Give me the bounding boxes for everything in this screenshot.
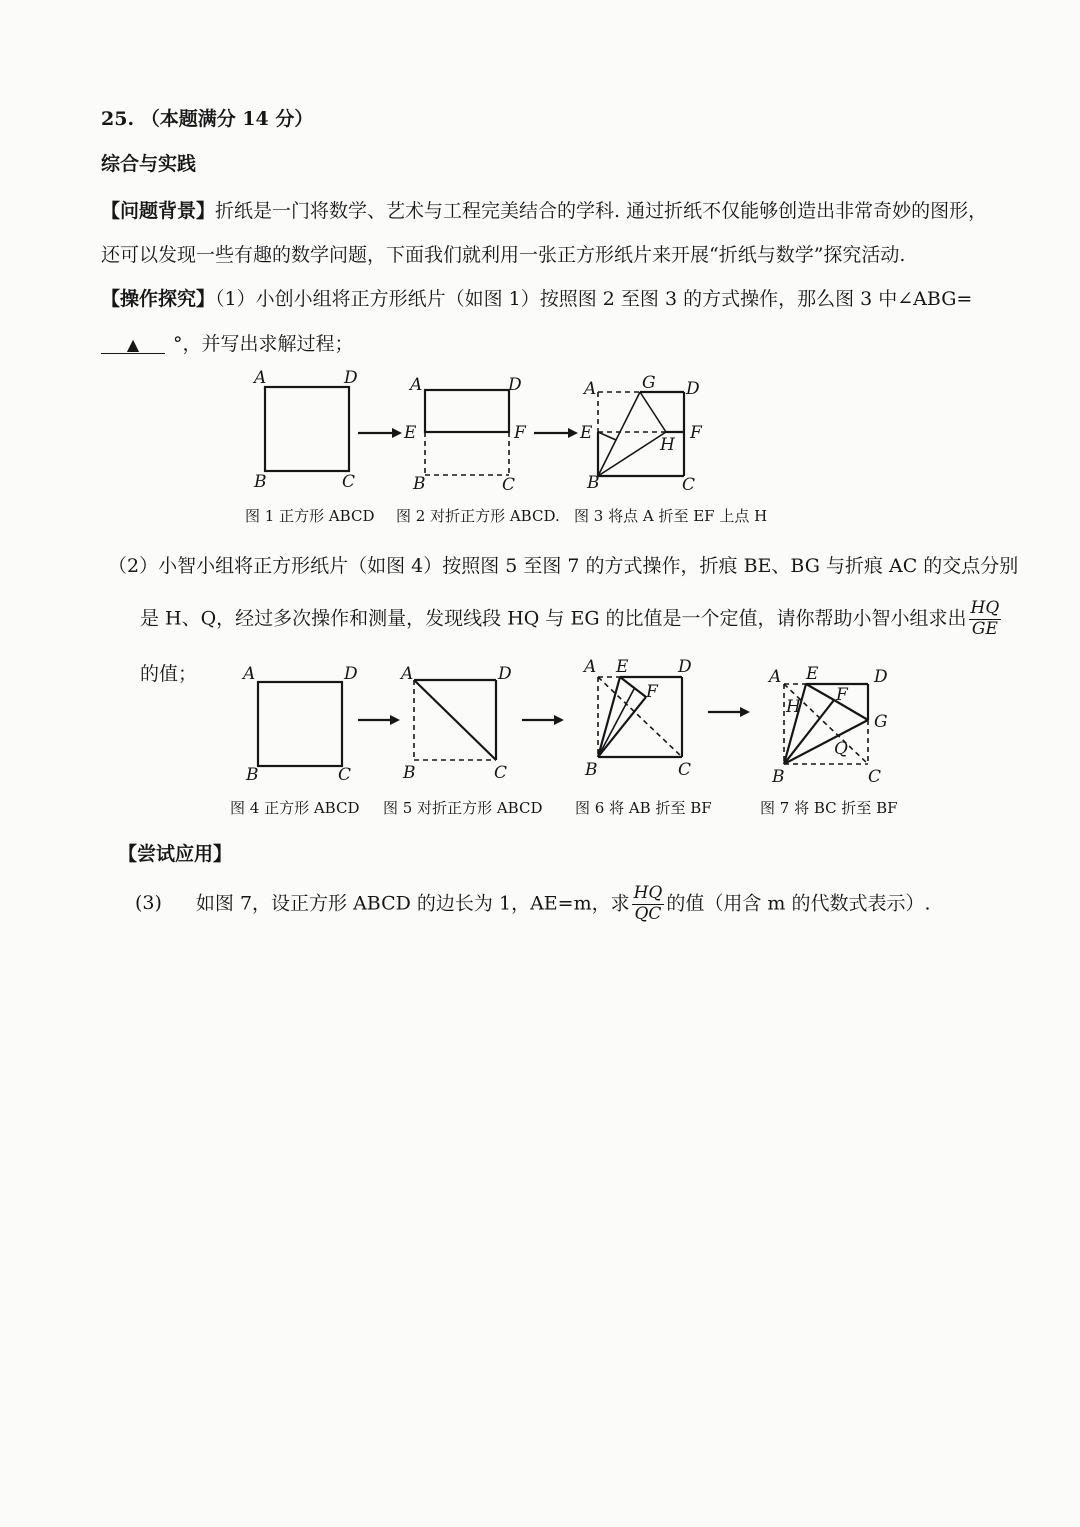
- arrow-5-to-6: [520, 712, 566, 728]
- label-e: E: [806, 664, 819, 684]
- label-a: A: [410, 375, 423, 395]
- label-g: G: [874, 712, 888, 732]
- label-e: E: [404, 423, 417, 443]
- part3-tail: 的值（用含 m 的代数式表示）.: [666, 892, 931, 915]
- label-b: B: [585, 760, 598, 780]
- background-paragraph-line1: [101, 202, 987, 221]
- caption-figure-2: 图 2 对折正方形 ABCD.: [396, 507, 560, 525]
- segment-e-fold: [598, 432, 616, 440]
- crease-be: [784, 684, 806, 764]
- part2-line2-text: 是 H、Q，经过多次操作和测量，发现线段 HQ 与 EG 的比值是一个定值，请你帮助小智小组求出: [140, 607, 967, 630]
- label-d: D: [678, 657, 692, 677]
- caption-figure-6: 图 6 将 AB 折至 BF: [575, 799, 712, 817]
- label-q: Q: [834, 739, 848, 759]
- label-d: D: [686, 379, 700, 399]
- answer-blank: ▲: [101, 337, 165, 354]
- fraction-numerator: HQ: [633, 883, 663, 903]
- part3-number: (3): [135, 892, 162, 915]
- square-abcd: [265, 387, 349, 471]
- fold-line: [598, 689, 634, 757]
- section-title: 综合与实践: [101, 153, 197, 175]
- label-f: F: [690, 423, 702, 443]
- segment-ef: [620, 677, 646, 697]
- part3-text: 如图 7，设正方形 ABCD 的边长为 1，AE=m，求: [195, 892, 630, 915]
- question-header: [101, 110, 313, 129]
- label-d: D: [344, 368, 358, 388]
- label-e: E: [580, 423, 593, 443]
- label-c: C: [338, 765, 352, 785]
- background-paragraph-line2: 还可以发现一些有趣的数学问题，下面我们就利用一张正方形纸片来开展“折纸与数学”探究活动.: [101, 244, 906, 266]
- label-b: B: [413, 474, 426, 494]
- background-text1: 折纸是一门将数学、艺术与工程完美结合的学科. 通过折纸不仅能够创造出非常奇妙的图形，: [215, 200, 988, 222]
- label-g: G: [642, 373, 656, 393]
- label-c: C: [678, 760, 692, 780]
- part1-tail: °，并写出求解过程；: [173, 333, 354, 355]
- part1-text: （1）小创小组将正方形纸片（如图 1）按照图 2 至图 3 的方式操作，那么图 3 中∠ABG=: [215, 288, 973, 310]
- fraction-numerator: HQ: [970, 598, 1000, 618]
- caption-figure-1: 图 1 正方形 ABCD: [245, 507, 375, 525]
- explore-label: 【操作探究】: [101, 288, 216, 310]
- label-f: F: [646, 682, 658, 702]
- label-h: H: [786, 697, 801, 717]
- label-c: C: [868, 767, 882, 787]
- figure-1: [250, 365, 370, 495]
- part1-answer-line: [101, 335, 354, 354]
- caption-figure-3: 图 3 将点 A 折至 EF 上点 H: [574, 507, 768, 525]
- label-a: A: [243, 664, 256, 684]
- fraction-hq-over-qc: [632, 885, 665, 924]
- label-c: C: [342, 472, 356, 492]
- figure-3: [578, 370, 713, 495]
- dashed-diagonal-ac: [598, 677, 682, 757]
- arrow-1-to-2: [356, 425, 404, 441]
- background-label: 【问题背景】: [101, 200, 216, 222]
- figure-7: [764, 660, 904, 790]
- label-f: F: [836, 685, 848, 705]
- fraction-hq-over-ge: [969, 600, 1002, 639]
- arrow-6-to-7: [706, 704, 752, 720]
- segment-ef: [806, 684, 834, 700]
- label-a: A: [769, 667, 782, 687]
- label-d: D: [344, 664, 358, 684]
- caption-figure-7: 图 7 将 BC 折至 BF: [760, 799, 898, 817]
- figure-4: [240, 660, 365, 790]
- caption-figure-5: 图 5 对折正方形 ABCD: [383, 799, 543, 817]
- label-d: D: [874, 667, 888, 687]
- label-h: H: [660, 435, 675, 455]
- part1-question-line: [101, 290, 972, 309]
- label-c: C: [494, 763, 508, 783]
- part2-line3: 的值；: [140, 663, 198, 685]
- label-b: B: [772, 767, 785, 787]
- label-f: F: [514, 423, 526, 443]
- caption-figure-4: 图 4 正方形 ABCD: [230, 799, 360, 817]
- label-e: E: [616, 657, 629, 677]
- crease-bg: [784, 720, 868, 764]
- label-b: B: [587, 473, 600, 493]
- fraction-denominator: QC: [634, 903, 662, 924]
- fraction-denominator: GE: [971, 618, 998, 639]
- label-b: B: [403, 763, 416, 783]
- apply-label: 【尝试应用】: [118, 843, 233, 865]
- figure-6: [578, 655, 703, 785]
- part3-line: [135, 885, 931, 924]
- arrow-4-to-5: [356, 712, 402, 728]
- label-c: C: [502, 475, 516, 495]
- label-a: A: [584, 657, 597, 677]
- figure-2: [404, 370, 534, 495]
- part2-line1: （2）小智小组将正方形纸片（如图 4）按照图 5 至图 7 的方式操作，折痕 BE、BG 与折痕 AC 的交点分别: [108, 555, 1019, 577]
- label-a: A: [254, 368, 267, 388]
- label-b: B: [246, 765, 259, 785]
- folded-rectangle: [425, 390, 509, 432]
- label-a: A: [401, 664, 414, 684]
- square-abcd: [258, 682, 342, 766]
- question-number: 25.: [101, 108, 135, 130]
- segment-gh: [640, 392, 666, 432]
- diagonal-ac: [414, 680, 496, 760]
- label-d: D: [508, 375, 522, 395]
- label-a: A: [584, 379, 597, 399]
- label-d: D: [498, 664, 512, 684]
- part2-line2: [140, 600, 1003, 639]
- label-b: B: [254, 472, 267, 492]
- question-score: （本题满分 14 分）: [140, 108, 314, 130]
- label-c: C: [682, 475, 696, 495]
- arrow-2-to-3: [532, 425, 580, 441]
- figure-5: [400, 660, 525, 790]
